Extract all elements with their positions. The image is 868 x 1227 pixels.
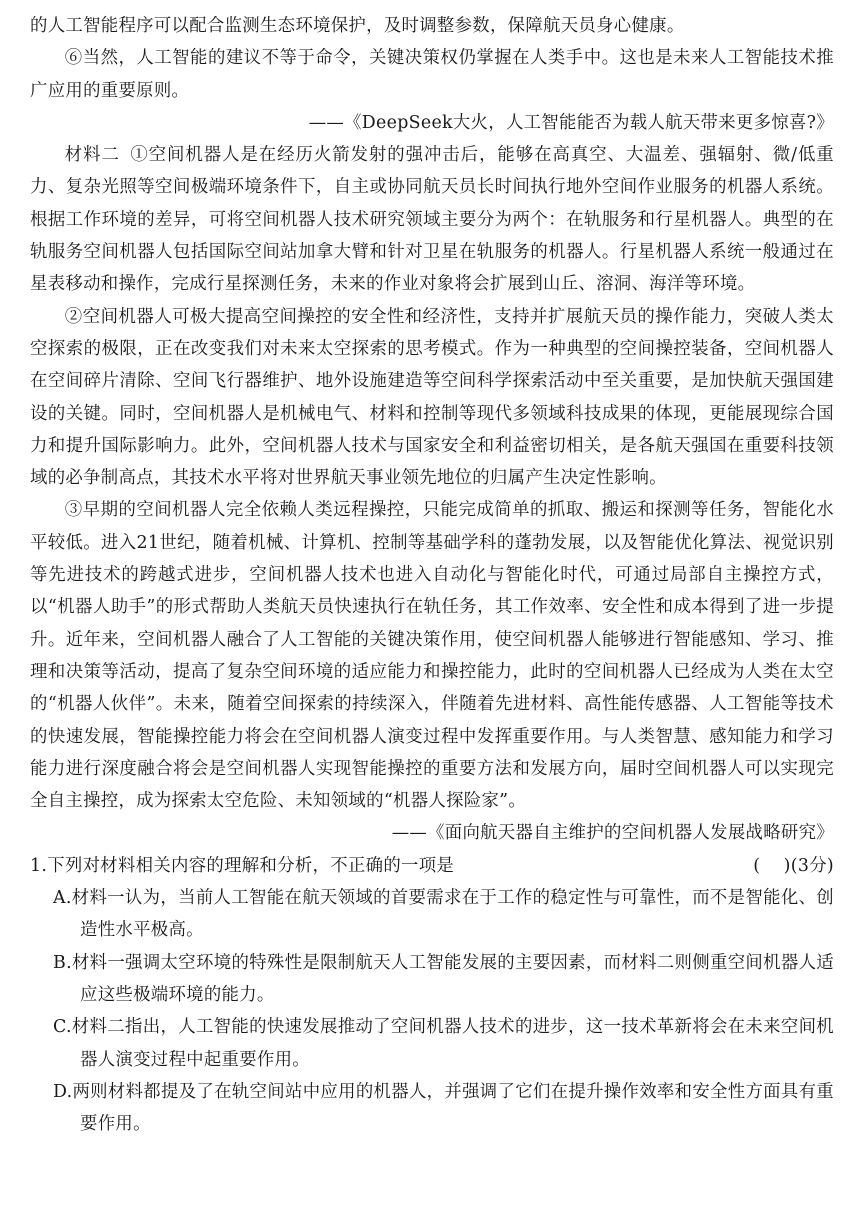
material-two-source: ——《面向航天器自主维护的空间机器人发展战略研究》 — [391, 823, 834, 844]
question-1-option-a: A.材料一认为，当前人工智能在航天领域的首要需求在于工作的稳定性与可靠性，而不是智能化、创造性水平极高。 — [53, 888, 834, 941]
material-two-paragraph-3: ③早期的空间机器人完全依赖人类远程操控，只能完成简单的抓取、搬运和探测等任务，智能化水平较低。进入21世纪，随着机械、计算机、控制等基础学科的蓬勃发展，以及智能优化算法、视觉识别等先进技术的跨越式进步，空间机器人技术也进入自动化与智能化时代，可通过局部自主操控方式，以“机器人助手”的形式帮助人类航天员快速执行在轨任务，其工作效率、安全性和成本得到了进一步提升。近年来，空间机器人融合了人工智能的关键决策作用，使空间机器人能够进行智能感知、学习、推理和决策等活动，提高了复杂空间环境的适应能力和操控能力，此时的空间机器人已经成为人类在太空的“机器人伙伴”。未来，随着空间探索的持续深入，伴随着先进材料、高性能传感器、人工智能等技术的快速发展，智能操控能力将会在空间机器人演变过程中发挥重要作用。与人类智慧、感知能力和学习能力进行深度融合将会是空间机器人实现智能操控的重要方法和发展方向，届时空间机器人可以实现完全自主操控，成为探索太空危险、未知领域的“机器人探险家”。 — [30, 500, 834, 812]
material-one-continuation: 的人工智能程序可以配合监测生态环境保护，及时调整参数，保障航天员身心健康。 — [30, 16, 685, 36]
material-two-label: 材料二 — [64, 145, 120, 166]
material-two-paragraph-1-text: ①空间机器人是在经历火箭发射的强冲击后，能够在高真空、大温差、强辐射、微/低重力、复杂光照等空间极端环境条件下，自主或协同航天员长时间执行地外空间作业服务的机器人系统。根据工作环境的差异，可将空间机器人技术研究领域主要分为两个：在轨服务和行星机器人。典型的在轨服务空间机器人包括国际空间站加拿大臂和针对卫星在轨服务的机器人。行星机器人系统一般通过在星表移动和操作，完成行星探测任务，未来的作业对象将会扩展到山丘、溶洞、海洋等环境。 — [30, 145, 834, 295]
material-two-paragraph-2: ②空间机器人可极大提高空间操控的安全性和经济性，支持并扩展航天员的操作能力，突破人类太空探索的极限，正在改变我们对未来太空探索的思考模式。作为一种典型的空间操控装备，空间机器人在空间碎片清除、空间飞行器维护、地外设施建造等空间科学探索活动中至关重要，是加快航天强国建设的关键。同时，空间机器人是机械电气、材料和控制等现代多领域科技成果的体现，更能展现综合国力和提升国际影响力。此外，空间机器人技术与国家安全和利益密切相关，是各航天强国在重要科技领域的必争制高点，其技术水平将对世界航天事业领先地位的归属产生决定性影响。 — [30, 306, 834, 489]
question-1-stem: 1.下列对材料相关内容的理解和分析，不正确的一项是 — [30, 855, 455, 876]
question-1-option-c: C.材料二指出，人工智能的快速发展推动了空间机器人技术的进步，这一技术革新将会在未来空间机器人演变过程中起重要作用。 — [53, 1017, 834, 1070]
material-two-paragraph-1 — [30, 139, 834, 300]
material-one-source: ——《DeepSeek大火，人工智能能否为载人航天带来更多惊喜?》 — [308, 112, 834, 133]
question-1-option-d: D.两则材料都提及了在轨空间站中应用的机器人，并强调了它们在提升操作效率和安全性方面具有重要作用。 — [53, 1081, 834, 1135]
question-1-score: ( )(3分) — [753, 855, 834, 876]
question-1-option-b: B.材料一强调太空环境的特殊性是限制航天人工智能发展的主要因素，而材料二则侧重空间机器人适应这些极端环境的能力。 — [53, 952, 834, 1005]
material-one-paragraph-6: ⑥当然，人工智能的建议不等于命令，关键决策权仍掌握在人类手中。这也是未来人工智能技术推广应用的重要原则。 — [30, 48, 834, 101]
question-1-stem-line — [30, 850, 834, 882]
